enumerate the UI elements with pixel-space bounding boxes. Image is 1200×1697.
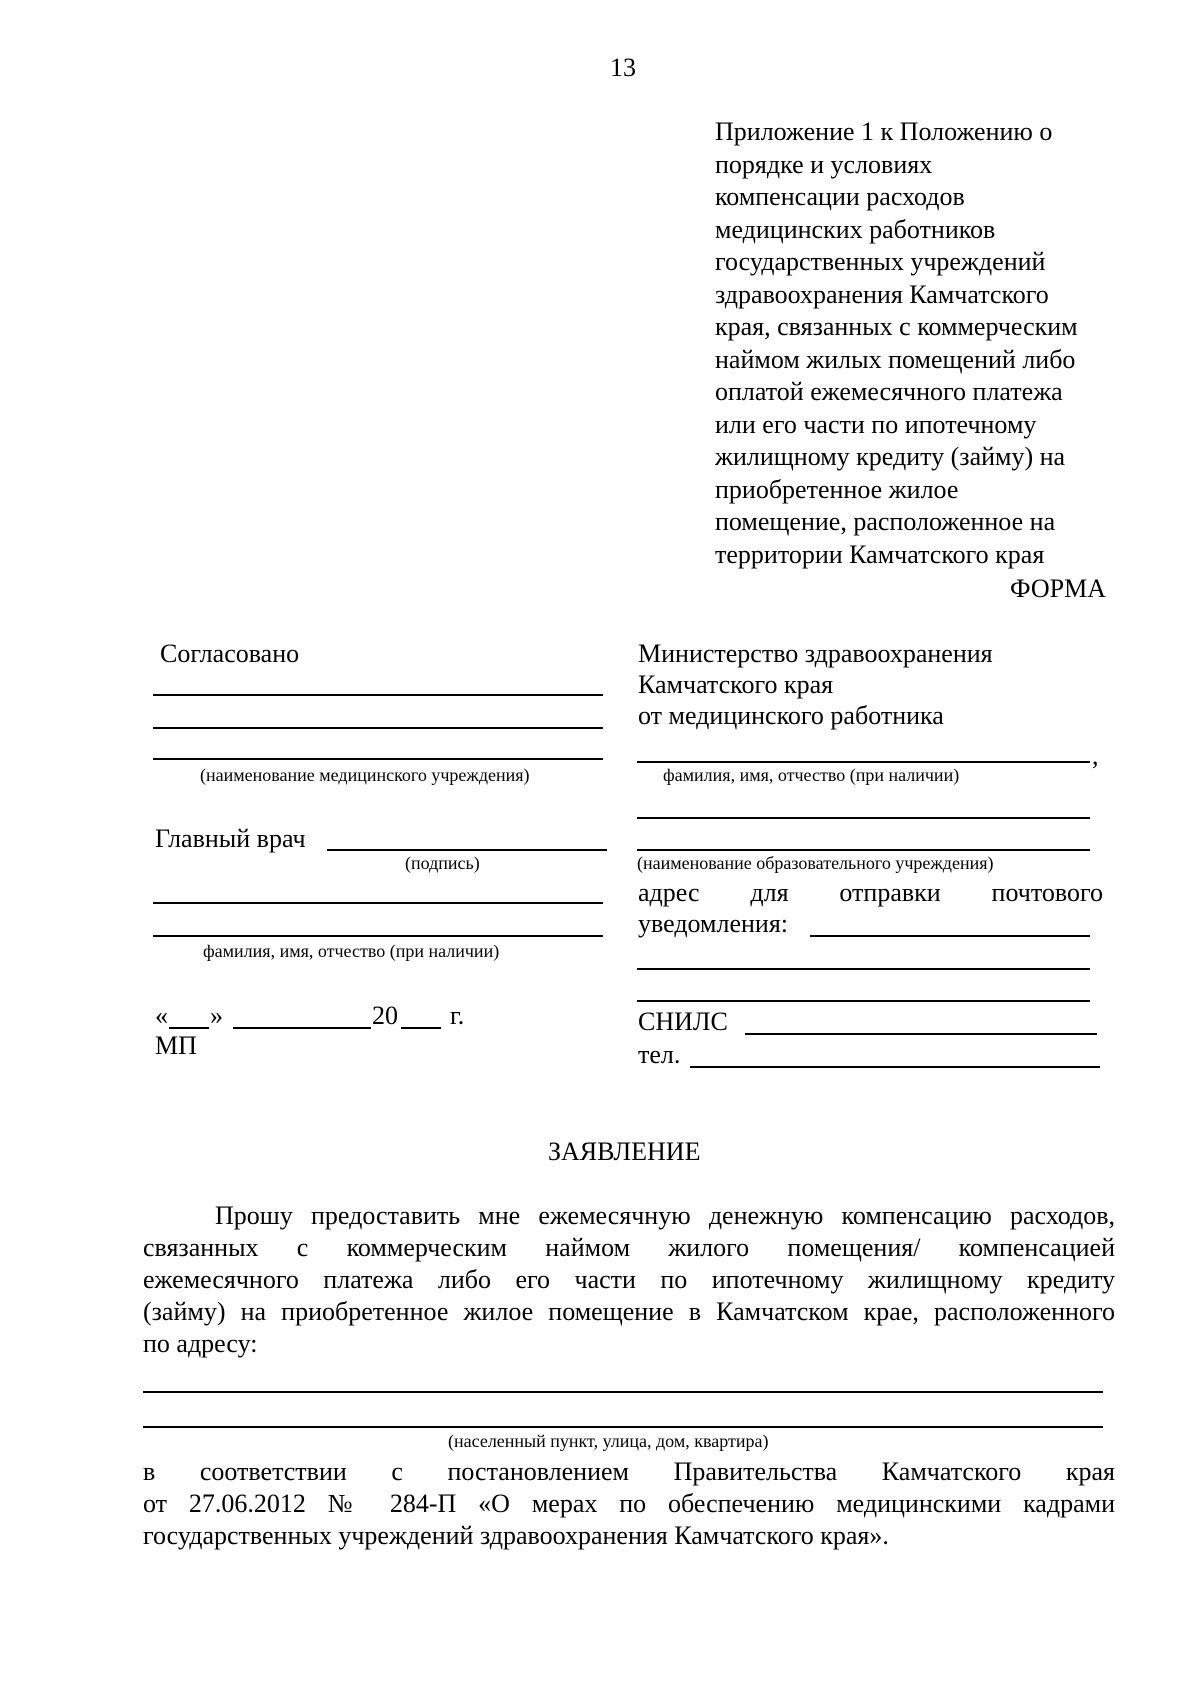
appendix-line: жилищному кредиту (займу) на: [715, 442, 1066, 471]
institution-field-line-2[interactable]: [153, 727, 603, 729]
phone-field[interactable]: [690, 1066, 1100, 1068]
from-worker-label: от медицинского работника: [638, 701, 944, 730]
statement-line: ежемесячного платежа либо его части по ипотечному жилищному кредиту: [143, 1265, 1115, 1294]
stamp-label: МП: [155, 1031, 197, 1060]
snils-label: СНИЛС: [638, 1007, 728, 1036]
chief-doctor-signature-line[interactable]: [327, 849, 607, 851]
appendix-line: края, связанных с коммерческим: [715, 312, 1078, 341]
notice-address-field-1[interactable]: [810, 935, 1090, 937]
education-caption: (наименование образовательного учреждения): [637, 853, 994, 873]
resolution-line: государственных учреждений здравоохранения Камчатского края».: [143, 1521, 889, 1550]
left-fio-caption: фамилия, имя, отчество (при наличии): [203, 941, 500, 961]
statement-line: по адресу:: [143, 1329, 258, 1358]
phone-label: тел.: [638, 1040, 681, 1069]
statement-line: связанных с коммерческим наймом жилого помещения/ компенсацией: [143, 1233, 1115, 1262]
appendix-line: порядке и условиях: [715, 149, 933, 179]
year-prefix: 20: [372, 1001, 398, 1030]
statement-title: ЗАЯВЛЕНИЕ: [548, 1137, 701, 1166]
address-word: адрес: [638, 878, 700, 907]
statement-line: (займу) на приобретенное жилое помещение в Камчатском крае, расположенного: [143, 1297, 1115, 1326]
education-field-line-2[interactable]: [637, 849, 1090, 851]
appendix-line: оплатой ежемесячного платежа: [715, 377, 1063, 406]
ministry-line-2: Камчатского края: [638, 670, 834, 699]
notice-address-field-2[interactable]: [637, 968, 1090, 970]
page-number: 13: [610, 53, 636, 82]
year-suffix: г.: [450, 1001, 465, 1030]
agreed-label: Согласовано: [160, 639, 300, 668]
address-caption: (населенный пункт, улица, дом, квартира): [448, 1431, 769, 1451]
ministry-line-1: Министерство здравоохранения: [638, 639, 993, 668]
appendix-line: приобретенное жилое: [715, 474, 959, 504]
resolution-paragraph: [143, 1456, 1115, 1552]
appendix-line: медицинских работников: [715, 214, 996, 244]
statement-paragraph: [143, 1200, 1115, 1360]
institution-field-line-1[interactable]: [153, 694, 603, 696]
date-open-quote: «: [155, 1001, 168, 1030]
property-address-line-1[interactable]: [143, 1391, 1103, 1393]
appendix-line: территории Камчатского края: [715, 539, 1045, 569]
right-fio-caption: фамилия, имя, отчество (при наличии): [663, 765, 960, 785]
date-month-field[interactable]: [233, 1027, 371, 1029]
resolution-line: в соответствии с постановлением Правительства Камчатского края: [143, 1457, 1115, 1486]
institution-field-line-3[interactable]: [153, 758, 603, 760]
appendix-heading: [715, 116, 1135, 571]
appendix-line: здравоохранения Камчатского: [715, 279, 1049, 309]
statement-line: Прошу предоставить мне ежемесячную денежную компенсацию расходов,: [215, 1201, 1115, 1230]
address-word: для: [750, 878, 789, 907]
appendix-line: Приложение 1 к Положению о: [715, 117, 1053, 146]
appendix-line: наймом жилых помещений либо: [715, 344, 1076, 374]
chief-doctor-fio-line-2[interactable]: [153, 935, 603, 937]
date-year-field[interactable]: [401, 1027, 441, 1029]
address-word: отправки: [839, 878, 941, 907]
worker-fio-comma: ,: [1092, 741, 1099, 770]
chief-doctor-label: Главный врач: [155, 824, 306, 853]
notice-label: уведомления:: [638, 909, 789, 938]
snils-field[interactable]: [745, 1033, 1097, 1035]
address-label-row: [638, 877, 1103, 909]
worker-fio-field[interactable]: [637, 761, 1090, 763]
address-word: почтового: [991, 878, 1103, 907]
appendix-line: государственных учреждений: [715, 247, 1046, 276]
date-close-quote: »: [210, 1001, 223, 1030]
form-label: ФОРМА: [1010, 574, 1106, 603]
property-address-line-2[interactable]: [143, 1426, 1103, 1428]
chief-doctor-fio-line-1[interactable]: [153, 902, 603, 904]
signature-caption: (подпись): [405, 853, 480, 873]
appendix-line: компенсации расходов: [715, 182, 965, 211]
appendix-line: или его части по ипотечному: [715, 409, 1037, 439]
institution-caption: (наименование медицинского учреждения): [200, 765, 530, 785]
education-field-line-1[interactable]: [637, 817, 1090, 819]
date-day-field[interactable]: [169, 1027, 209, 1029]
notice-address-field-3[interactable]: [637, 1000, 1090, 1002]
appendix-line: помещение, расположенное на: [715, 507, 1056, 536]
resolution-line: от 27.06.2012 № 284-П «О мерах по обеспечению медицинскими кадрами: [143, 1489, 1115, 1518]
